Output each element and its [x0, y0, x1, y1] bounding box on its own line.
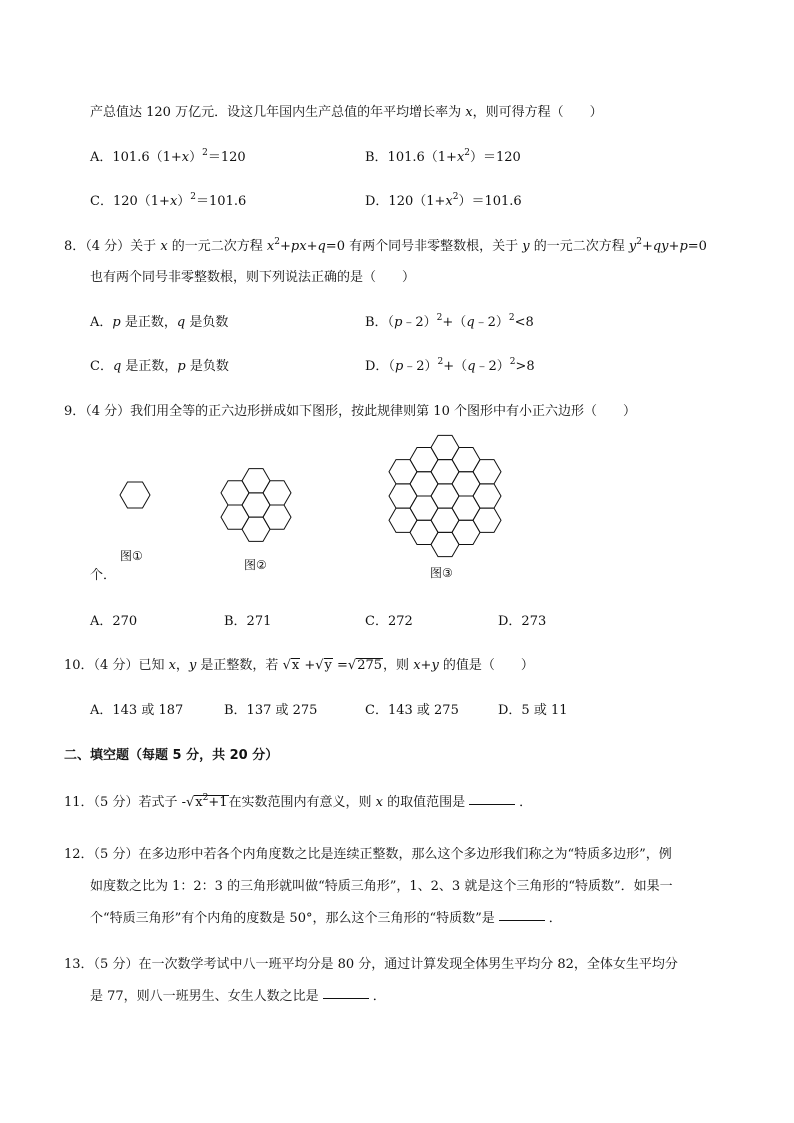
q9-stem: 9．（4 分）我们用全等的正六边形拼成如下图形，按此规律则第 10 个图形中有小正六边形（ ） [64, 404, 636, 419]
q10-stem: 10．（4 分）已知 x，y 是正整数，若 √x +√y =√275，则 x+y 的值是（ ） [64, 658, 534, 673]
hexagon [242, 517, 270, 541]
q8-option-d[interactable]: D．（p﹣2）$^2$+（q﹣2）$^2$>8 [365, 357, 535, 374]
hexagon [431, 435, 459, 459]
q9-figure-2-caption: 图② [244, 558, 267, 572]
q9-figure-1 [115, 475, 155, 515]
hexagon [389, 508, 417, 532]
q11-stem: 11．（5 分）若式子 $-√x^2+1$在实数范围内有意义，则 x 的取值范围是 ． [64, 793, 533, 810]
q12-line1: 12．（5 分）在多边形中若各个内角度数之比是连续正整数，那么这个多边形我们称之为“特质多边形”，例 [64, 847, 672, 862]
q10-option-b[interactable]: B．137 或 275 [224, 703, 318, 718]
hexagon [389, 460, 417, 484]
hexagon [410, 448, 438, 472]
hexagon [431, 508, 459, 532]
q10-option-a[interactable]: A．143 或 187 [90, 703, 184, 718]
hexagon [263, 481, 291, 505]
hexagon [389, 484, 417, 508]
q7-option-c[interactable]: C．$120(1+x)^2=101.6$ [90, 192, 247, 209]
hexagon [120, 482, 150, 508]
q8-stem-line1: 8．（4 分）关于 x 的一元二次方程 $x^2+px+q=0$ 有两个同号非零整数根，关于 y 的一元二次方程 $y^2+qy+p=0$ [64, 237, 707, 254]
q9-figure-3 [380, 426, 510, 566]
q9-option-a[interactable]: A．270 [90, 614, 138, 629]
q7-stem: 产总值达 120 万亿元．设这几年国内生产总值的年平均增长率为 x，则可得方程（ ） [90, 105, 603, 120]
q9-option-b[interactable]: B．271 [224, 614, 272, 629]
hexagon [242, 493, 270, 517]
q10-option-d[interactable]: D．5 或 11 [498, 703, 568, 718]
q8-stem-line2: 也有两个同号非零整数根，则下列说法正确的是（ ） [90, 270, 416, 285]
hexagon [452, 448, 480, 472]
q10-option-c[interactable]: C．143 或 275 [365, 703, 459, 718]
hexagon [431, 484, 459, 508]
hexagon [410, 496, 438, 520]
hexagon [473, 484, 501, 508]
q9-stem-tail: 个． [90, 568, 117, 583]
q8-option-c[interactable]: C．q 是正数，p 是负数 [90, 359, 229, 374]
hexagon [221, 481, 249, 505]
hexagon [452, 496, 480, 520]
q13-line2: 是 77，则八一班男生、女生人数之比是 ． [90, 989, 386, 1004]
hexagon [263, 505, 291, 529]
q12-answer-blank[interactable] [499, 919, 545, 921]
hexagon [473, 460, 501, 484]
hexagon [452, 520, 480, 544]
q7-option-a[interactable]: A．$101.6(1+x)^2=120$ [90, 148, 246, 165]
q13-line1: 13．（5 分）在一次数学考试中八一班平均分是 80 分，通过计算发现全体男生平均分 82，全体女生平均分 [64, 957, 678, 972]
q12-line2: 如度数之比为 1：2：3 的三角形就叫做“特质三角形”，1、2、3 就是这个三角形的“特质数”．如果一 [90, 879, 673, 894]
hexagon [473, 508, 501, 532]
q11-answer-blank[interactable] [469, 803, 515, 805]
hexagon [431, 532, 459, 556]
hexagon [410, 472, 438, 496]
q9-figure-3-caption: 图③ [430, 566, 453, 580]
q9-option-c[interactable]: C．272 [365, 614, 413, 629]
hexagon [221, 505, 249, 529]
q12-line3: 个“特质三角形”有个内角的度数是 50°，那么这个三角形的“特质数”是 ． [90, 911, 562, 926]
q7-option-d[interactable]: D．$120(1+x^2)=101.6$ [365, 192, 522, 209]
section-2-title: 二、填空题（每题 5 分，共 20 分） [64, 748, 279, 763]
q8-option-b[interactable]: B．（p﹣2）$^2$+（q﹣2）$^2$<8 [365, 313, 534, 330]
hexagon [452, 472, 480, 496]
q9-figure-2 [211, 460, 301, 550]
q7-option-b[interactable]: B．$101.6(1+x^2)=120$ [365, 148, 521, 165]
q9-option-d[interactable]: D．273 [498, 614, 547, 629]
hexagon [410, 520, 438, 544]
q8-option-a[interactable]: A．p 是正数，q 是负数 [90, 315, 229, 330]
hexagon [242, 469, 270, 493]
hexagon [431, 460, 459, 484]
q9-figure-1-caption: 图① [120, 549, 143, 563]
q13-answer-blank[interactable] [323, 997, 369, 999]
